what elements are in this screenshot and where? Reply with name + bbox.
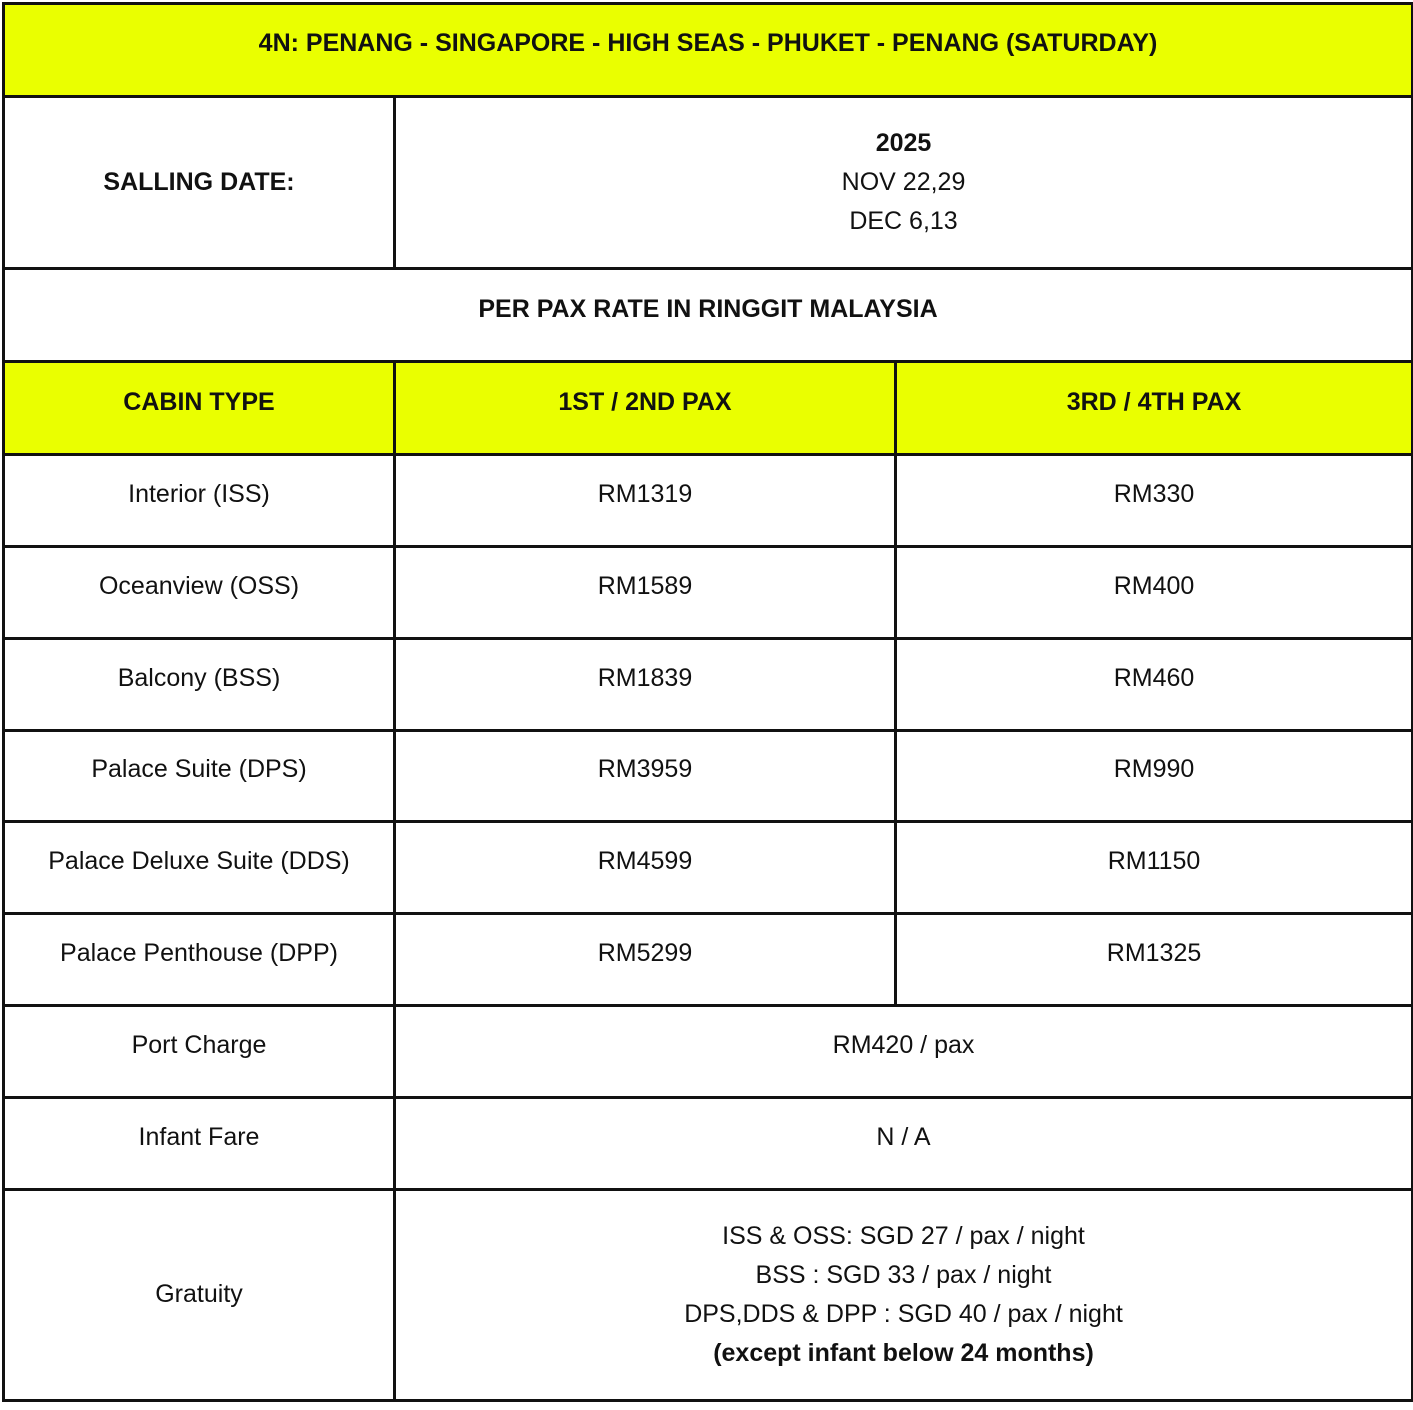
gratuity-row — [4, 1189, 1413, 1400]
sailing-year: 2025 — [875, 129, 932, 158]
header-pax-3-4: 3RD / 4TH PAX — [896, 362, 1413, 455]
table-row — [4, 455, 1413, 547]
port-charge-row — [4, 1006, 1413, 1098]
title-row — [4, 4, 1413, 97]
rate-pax-3-4: RM1150 — [896, 822, 1413, 914]
rate-pax-1-2: RM1839 — [395, 638, 896, 730]
rate-pax-1-2: RM1589 — [395, 546, 896, 638]
cabin-type: Palace Deluxe Suite (DDS) — [4, 822, 395, 914]
gratuity-line-suites: DPS,DDS & DPP : SGD 40 / pax / night — [684, 1299, 1123, 1328]
rate-pax-3-4: RM990 — [896, 730, 1413, 822]
table-row — [4, 546, 1413, 638]
rate-pax-1-2: RM4599 — [395, 822, 896, 914]
port-charge-value: RM420 / pax — [395, 1006, 1413, 1098]
itinerary-title: 4N: PENANG - SINGAPORE - HIGH SEAS - PHUKET - PENANG (SATURDAY) — [4, 4, 1413, 97]
infant-fare-value: N / A — [395, 1097, 1413, 1189]
gratuity-line-bss: BSS : SGD 33 / pax / night — [755, 1260, 1052, 1289]
infant-fare-row — [4, 1097, 1413, 1189]
infant-fare-label: Infant Fare — [4, 1097, 395, 1189]
cabin-type: Oceanview (OSS) — [4, 546, 395, 638]
port-charge-label: Port Charge — [4, 1006, 395, 1098]
fare-table — [2, 2, 1413, 1402]
rate-pax-3-4: RM330 — [896, 455, 1413, 547]
cabin-type: Palace Suite (DPS) — [4, 730, 395, 822]
sailing-date-row — [4, 96, 1413, 268]
sailing-date-dec: DEC 6,13 — [849, 207, 958, 236]
table-row — [4, 822, 1413, 914]
table-row — [4, 638, 1413, 730]
header-cabin-type: CABIN TYPE — [4, 362, 395, 455]
table-row — [4, 730, 1413, 822]
gratuity-line-iss-oss: ISS & OSS: SGD 27 / pax / night — [722, 1221, 1085, 1250]
rate-pax-1-2: RM1319 — [395, 455, 896, 547]
column-header-row — [4, 362, 1413, 455]
table-row — [4, 914, 1413, 1006]
sailing-date-label: SALLING DATE: — [4, 96, 395, 268]
header-pax-1-2: 1ST / 2ND PAX — [395, 362, 896, 455]
rate-note: PER PAX RATE IN RINGGIT MALAYSIA — [4, 269, 1413, 362]
rate-pax-3-4: RM460 — [896, 638, 1413, 730]
rate-pax-3-4: RM400 — [896, 546, 1413, 638]
rate-pax-1-2: RM3959 — [395, 730, 896, 822]
gratuity-note: (except infant below 24 months) — [713, 1338, 1094, 1367]
cabin-type: Interior (ISS) — [4, 455, 395, 547]
sailing-dates — [395, 96, 1413, 268]
rate-pax-3-4: RM1325 — [896, 914, 1413, 1006]
gratuity-details — [395, 1189, 1413, 1400]
sailing-date-nov: NOV 22,29 — [841, 168, 966, 197]
cabin-type: Balcony (BSS) — [4, 638, 395, 730]
rate-note-row — [4, 269, 1413, 362]
gratuity-label: Gratuity — [4, 1189, 395, 1400]
rate-pax-1-2: RM5299 — [395, 914, 896, 1006]
cabin-type: Palace Penthouse (DPP) — [4, 914, 395, 1006]
